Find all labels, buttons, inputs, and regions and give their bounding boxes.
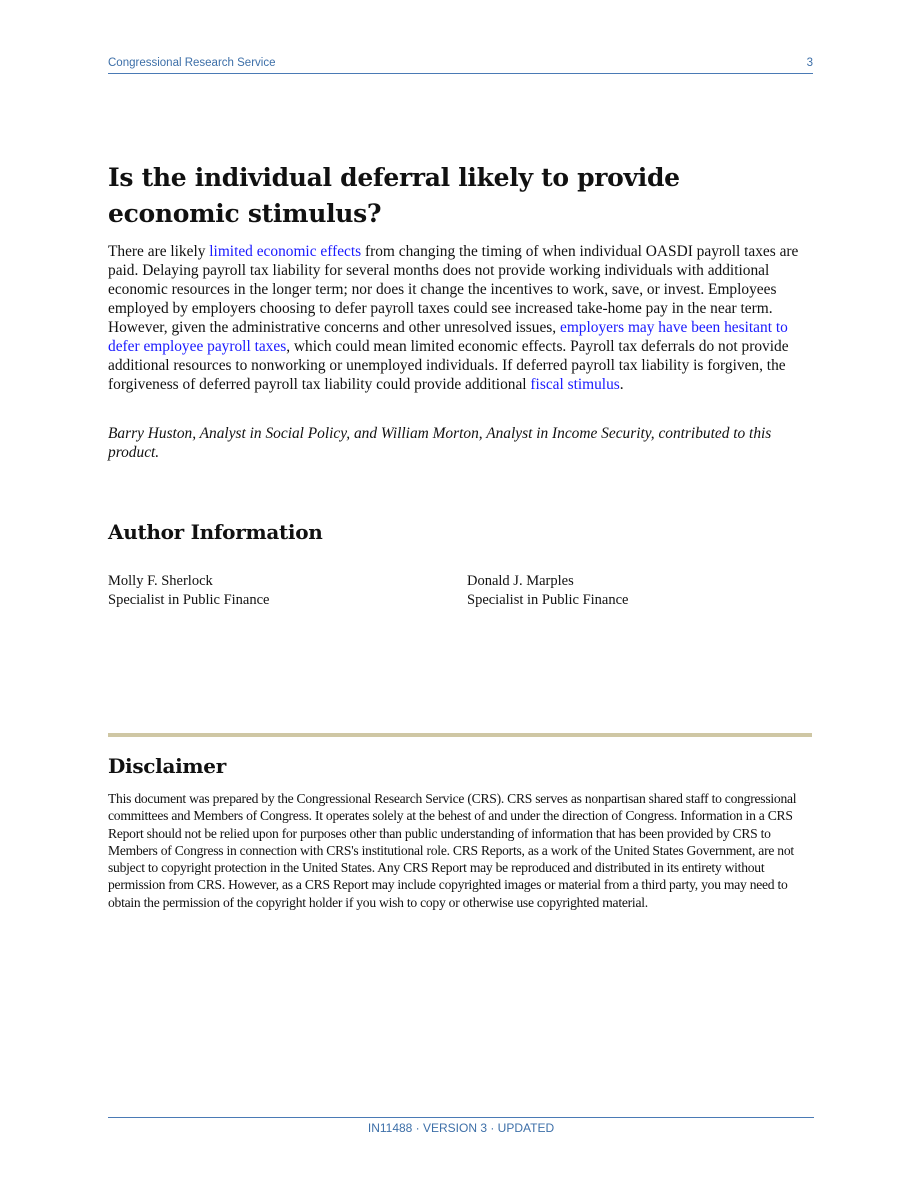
para-text-3: , which could mean limited economic effects. Payroll tax deferrals do not provide additional resources to nonworking or unemployed individuals. If deferred payroll tax liability is forgiven, the forgiveness of deferred payroll tax liability could provide additional <box>108 338 789 393</box>
link-limited-economic-effects[interactable]: limited economic effects <box>209 243 362 260</box>
para-text-4: . <box>619 376 624 393</box>
author-title: Specialist in Public Finance <box>467 591 629 608</box>
author-name: Molly F. Sherlock <box>108 573 213 589</box>
para-text-1: There are likely <box>108 243 210 260</box>
link-fiscal-stimulus[interactable]: fiscal stimulus <box>530 376 620 393</box>
section-divider <box>108 733 812 737</box>
author-title: Specialist in Public Finance <box>108 591 270 608</box>
section-heading: Is the individual deferral likely to provide economic stimulus? <box>108 163 680 228</box>
page-number: 3 <box>806 57 813 69</box>
disclaimer-heading: Disclaimer <box>108 754 226 778</box>
para-text-2: from changing the timing of when individual OASDI payroll taxes are paid. Delaying payroll tax liability for several months does not provide working individuals with additional economic resources in the longer term; nor does it change the incentives to work, save, or invest. Employees employed by employers choosing to defer payroll taxes could see increased take-home pay in the near term. However, given the administrative concerns and other unresolved issues, <box>108 243 799 336</box>
header-org: Congressional Research Service <box>108 57 276 69</box>
footer-rule <box>108 1117 814 1118</box>
author-block <box>108 572 270 609</box>
disclaimer-text: This document was prepared by the Congressional Research Service (CRS). CRS serves as nonpartisan shared staff to congressional committees and Members of Congress. It operates solely at the behest of and under the direction of Congress. Information in a CRS Report should not be relied upon for purposes other than public understanding of information that has been provided by CRS to Members of Congress in connection with CRS's institutional role. CRS Reports, as a work of the United States Government, are not subject to copyright protection in the United States. Any CRS Report may be reproduced and distributed in its entirety without permission from CRS. However, as a CRS Report may include copyrighted images or material from a third party, you may need to obtain the permission of the copyright holder if you wish to copy or otherwise use copyrighted material. <box>108 791 797 910</box>
contributor-credit: Barry Huston, Analyst in Social Policy, and William Morton, Analyst in Income Security, contributed to this product. <box>108 425 772 461</box>
link-employers-hesitant[interactable]: employers may have been hesitant to defer employee payroll taxes <box>108 319 788 355</box>
author-name: Donald J. Marples <box>467 573 574 589</box>
author-info-heading: Author Information <box>108 520 323 544</box>
page-header <box>108 57 813 74</box>
body-paragraph <box>108 242 813 394</box>
author-block <box>467 572 629 609</box>
page-footer: IN11488 · VERSION 3 · UPDATED <box>367 1121 555 1135</box>
